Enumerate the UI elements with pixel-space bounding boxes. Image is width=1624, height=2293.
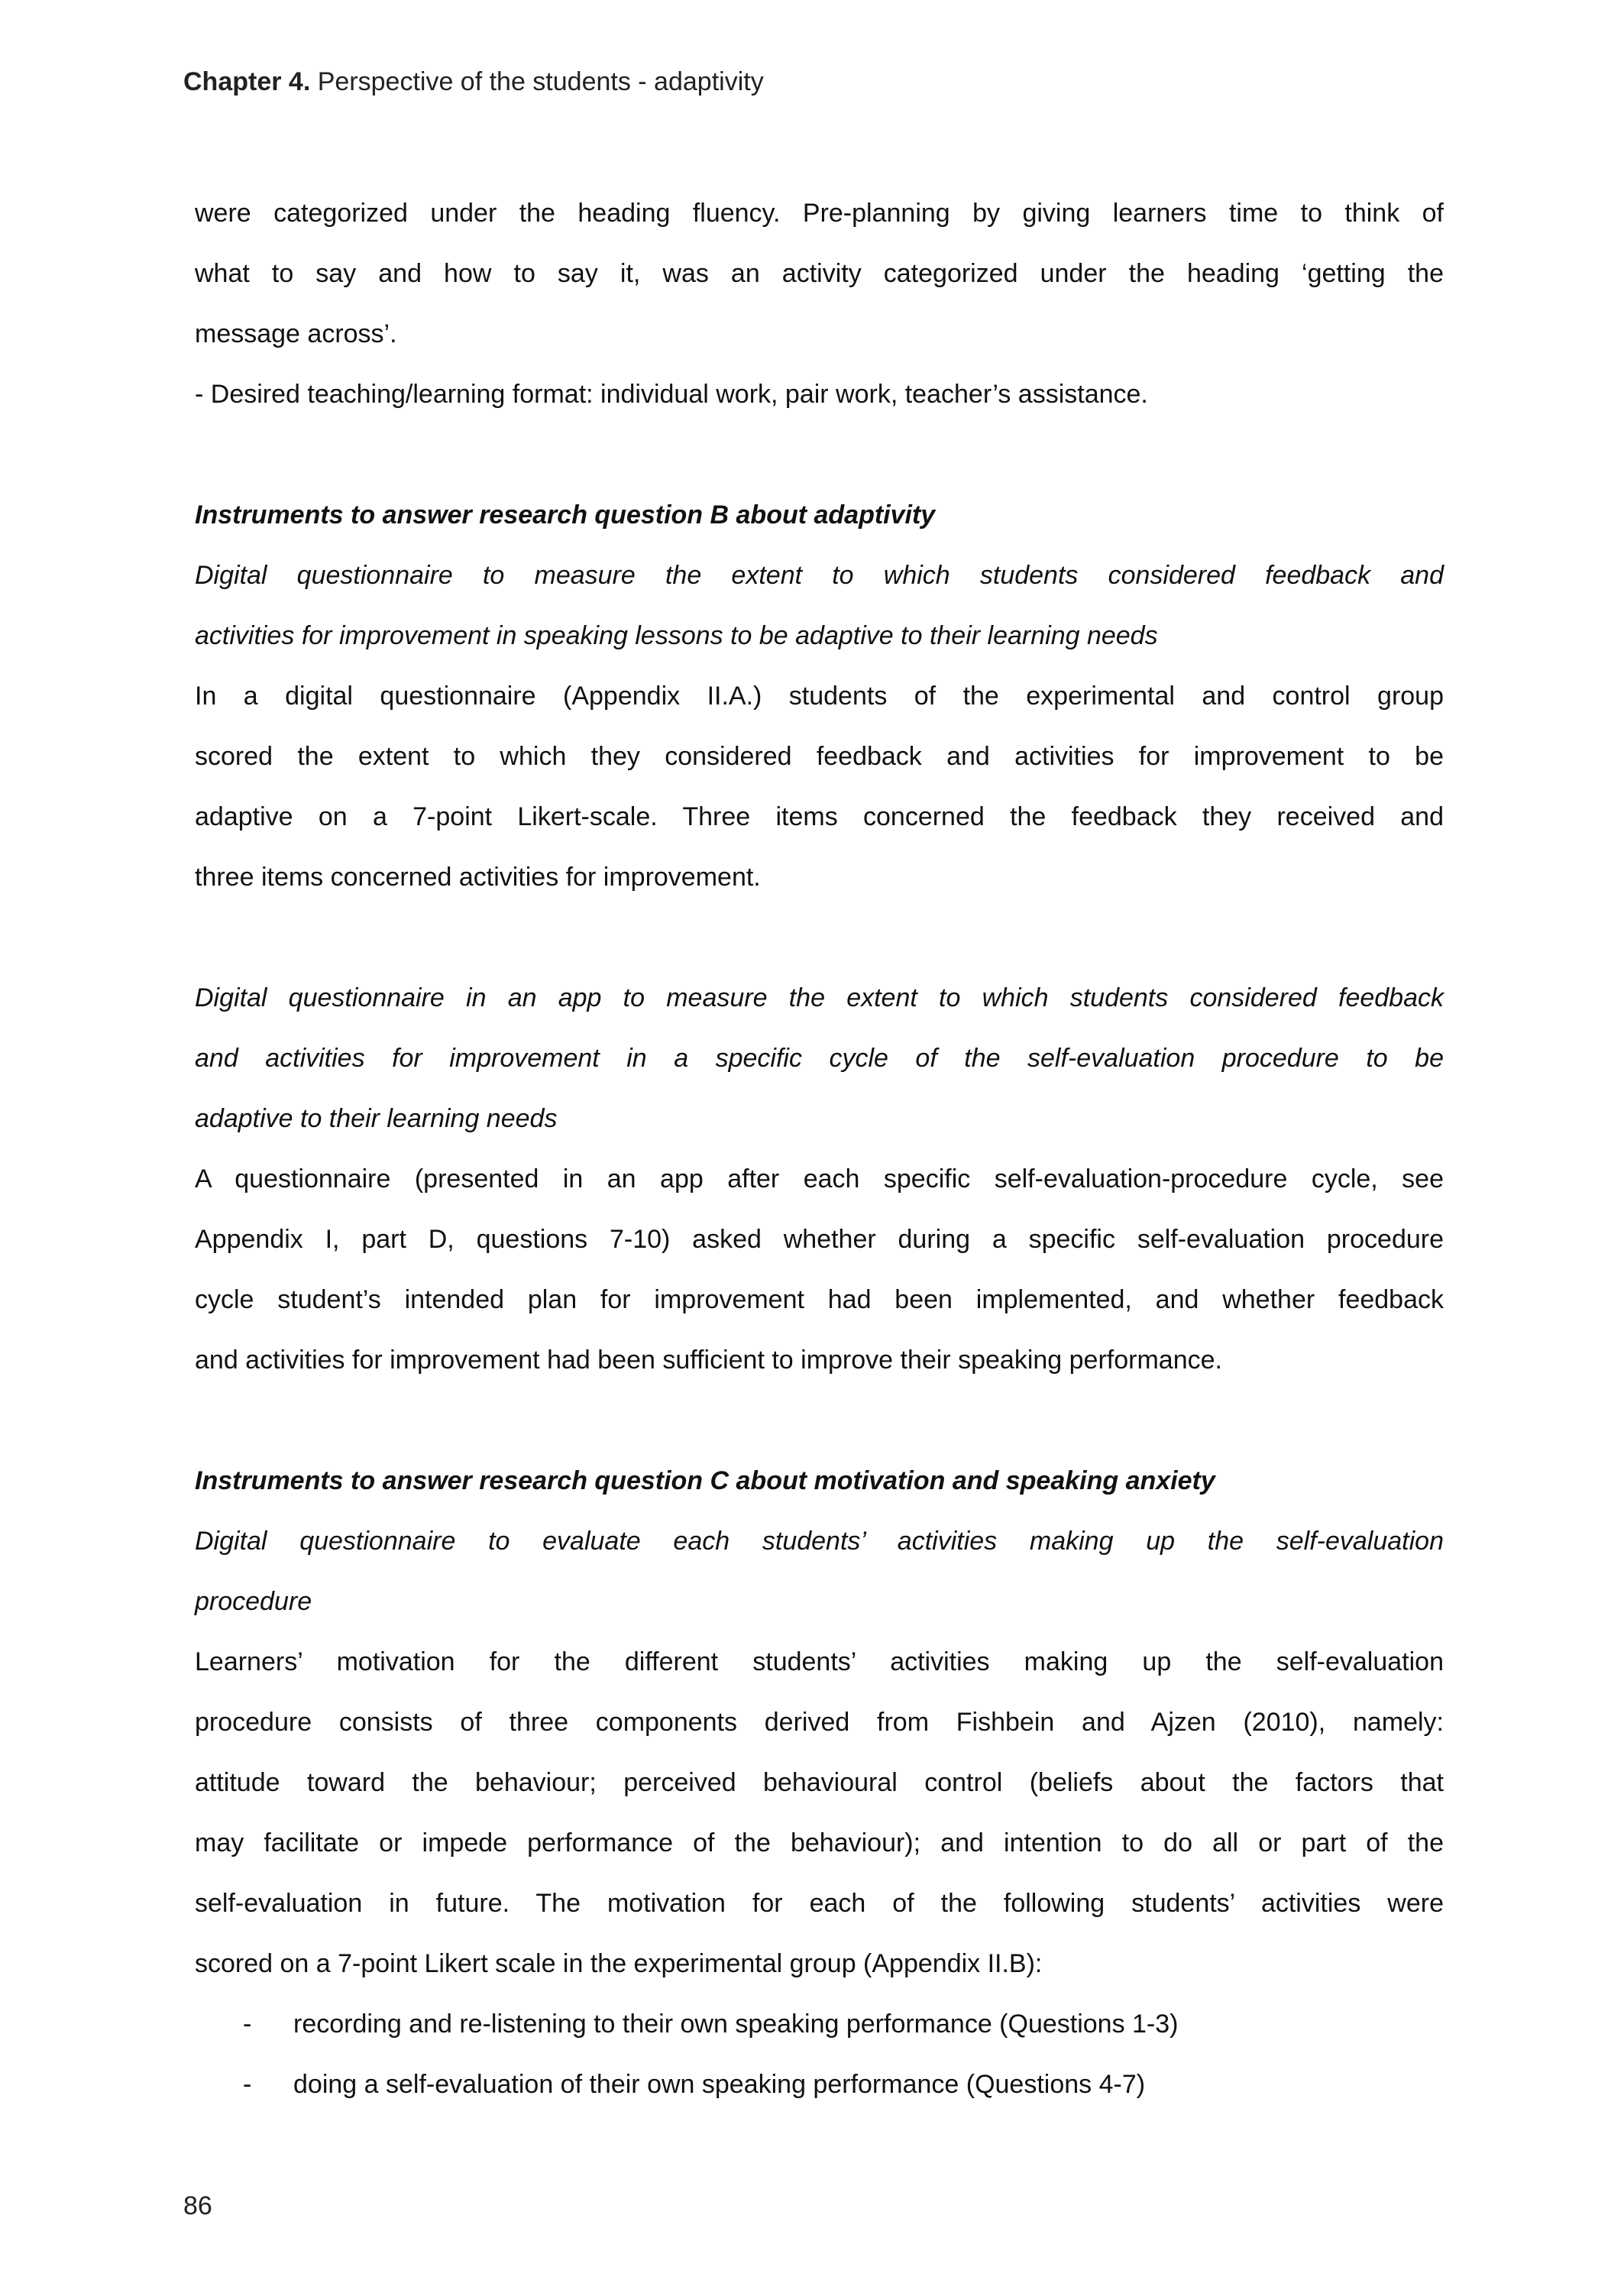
chapter-title: Perspective of the students - adaptivity xyxy=(310,67,764,96)
text-line: three items concerned activities for improvement. xyxy=(195,863,761,892)
text-line: attitude toward the behaviour; perceived behavioural control (beliefs about the factors that xyxy=(195,1768,1444,1797)
text-line: cycle student’s intended plan for improvement had been implemented, and whether feedback xyxy=(195,1285,1444,1314)
text-line: Appendix I, part D, questions 7-10) asked whether during a specific self-evaluation procedure xyxy=(195,1225,1444,1254)
text-line: and activities for improvement had been sufficient to improve their speaking performance. xyxy=(195,1346,1222,1375)
list-item: recording and re-listening to their own speaking performance (Questions 1-3) xyxy=(293,2010,1179,2039)
page-number: 86 xyxy=(183,2191,212,2220)
subheading-line: Digital questionnaire to evaluate each students’ activities making up the self-evaluation xyxy=(195,1527,1444,1556)
bullet-marker: - xyxy=(243,2010,252,2039)
text-line: adaptive on a 7-point Likert-scale. Three items concerned the feedback they received and xyxy=(195,802,1444,831)
text-line: self-evaluation in future. The motivation for each of the following students’ activities were xyxy=(195,1889,1444,1918)
text-line: Learners’ motivation for the different students’ activities making up the self-evaluation xyxy=(195,1647,1444,1676)
list-item: doing a self-evaluation of their own speaking performance (Questions 4-7) xyxy=(293,2070,1146,2099)
text-line: In a digital questionnaire (Appendix II.A.) students of the experimental and control group xyxy=(195,682,1444,711)
text-line: - Desired teaching/learning format: individual work, pair work, teacher’s assistance. xyxy=(195,380,1148,409)
section-heading-c: Instruments to answer research question C about motivation and speaking anxiety xyxy=(195,1466,1215,1495)
text-line: may facilitate or impede performance of the behaviour); and intention to do all or part of the xyxy=(195,1828,1444,1857)
subheading-line: procedure xyxy=(195,1587,312,1616)
text-line: message across’. xyxy=(195,319,397,348)
text-line: procedure consists of three components derived from Fishbein and Ajzen (2010), namely: xyxy=(195,1708,1444,1737)
subheading-line: Digital questionnaire in an app to measure the extent to which students considered feedback xyxy=(195,983,1444,1012)
text-line: were categorized under the heading fluency. Pre-planning by giving learners time to think of xyxy=(195,199,1444,228)
section-heading-b: Instruments to answer research question B about adaptivity xyxy=(195,500,936,530)
subheading-line: Digital questionnaire to measure the extent to which students considered feedback and xyxy=(195,561,1444,590)
subheading-line: activities for improvement in speaking lessons to be adaptive to their learning needs xyxy=(195,621,1158,650)
chapter-label: Chapter 4. xyxy=(183,67,311,96)
subheading-line: adaptive to their learning needs xyxy=(195,1104,558,1133)
subheading-line: and activities for improvement in a specific cycle of the self-evaluation procedure to be xyxy=(195,1044,1444,1073)
bullet-marker: - xyxy=(243,2070,252,2099)
running-header xyxy=(183,67,764,97)
text-line: what to say and how to say it, was an activity categorized under the heading ‘getting the xyxy=(195,259,1444,288)
text-line: scored the extent to which they considered feedback and activities for improvement to be xyxy=(195,742,1444,771)
text-line: scored on a 7-point Likert scale in the experimental group (Appendix II.B): xyxy=(195,1949,1043,1978)
text-line: A questionnaire (presented in an app after each specific self-evaluation-procedure cycle, see xyxy=(195,1164,1444,1193)
